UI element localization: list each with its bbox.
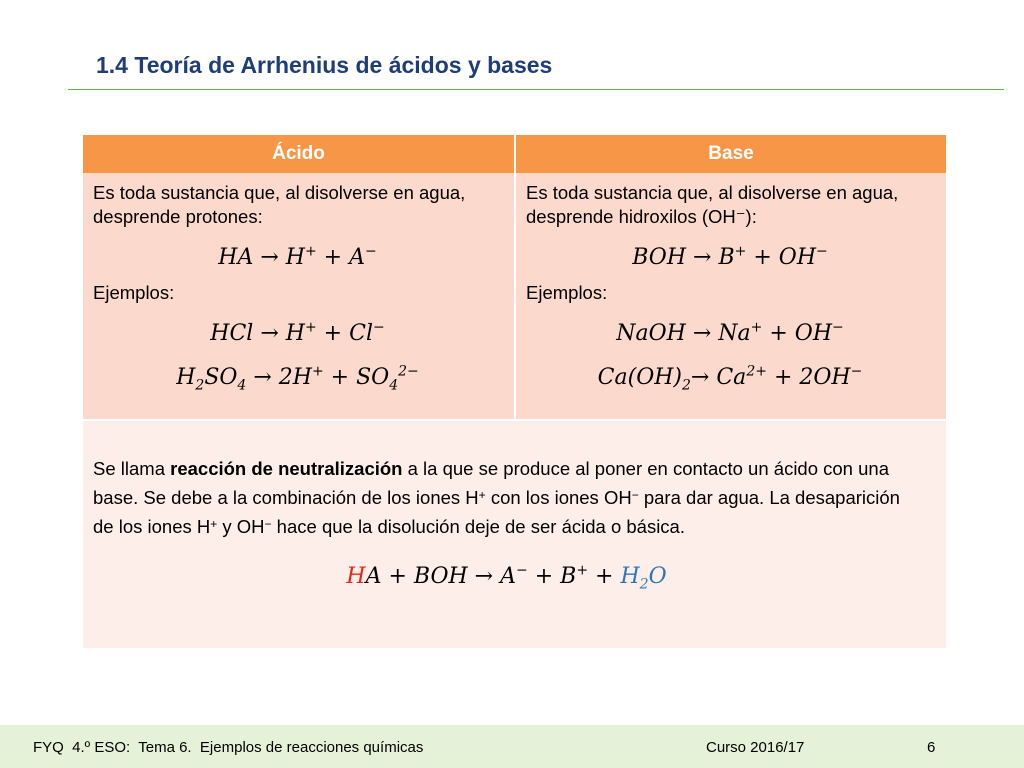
footer-course-year: Curso 2016/17 (706, 739, 805, 756)
base-cell (515, 173, 946, 420)
base-example-caoh2: $Ca(OH)_2\to Ca^{2+} + 2OH^-$ (597, 363, 863, 394)
slide-footer (0, 725, 1024, 768)
acid-example-h2so4: $H_2SO_4 \to 2H^+ + SO_4^{2-}$ (176, 363, 419, 394)
acid-examples-label: Ejemplos: (93, 282, 175, 303)
acid-cell (83, 173, 515, 420)
header-base: Base (515, 135, 946, 173)
table-header-row (83, 135, 946, 173)
neutralization-cell (83, 420, 946, 648)
highlight-water: $H_2O$ (620, 564, 667, 593)
neutralization-equation: HA + BOH → $A^- + B^+ + H_2O$ (346, 562, 667, 593)
slide-title: 1.4 Teoría de Arrhenius de ácidos y bases (96, 52, 553, 78)
base-general-equation: BOH → B+ + OH− (632, 243, 828, 270)
footer-course-topic: FYQ 4.º ESO: Tema 6. Ejemplos de reacciones químicas (33, 739, 424, 756)
neutralization-paragraph: Se llama reacción de neutralización a la que se produce al poner en contacto un ácido con una base. Se debe a la combinación de los iones H+ con los iones OH− para dar agua. La desaparición de los iones H+ y OH− hace que la disolución deje de ser ácida o básica. (93, 458, 900, 537)
acid-general-equation: HA → H+ + A− (218, 243, 377, 270)
page-number: 6 (927, 739, 936, 756)
arrhenius-table (83, 135, 946, 648)
acid-example-hcl: HCl → H+ + Cl− (210, 319, 385, 346)
definitions-row (83, 173, 946, 420)
neutralization-term: reacción de neutralización (170, 458, 403, 479)
neutralization-row (83, 420, 946, 648)
base-example-naoh: NaOH → Na+ + OH− (616, 319, 844, 346)
header-acid: Ácido (83, 135, 515, 173)
base-definition: Es toda sustancia que, al disolverse en agua, desprende hidroxilos (OH⁻): (526, 182, 899, 227)
acid-definition: Es toda sustancia que, al disolverse en agua, desprende protones: (93, 182, 466, 227)
title-divider (68, 89, 1004, 90)
highlight-h: H (346, 564, 366, 589)
base-examples-label: Ejemplos: (526, 282, 608, 303)
